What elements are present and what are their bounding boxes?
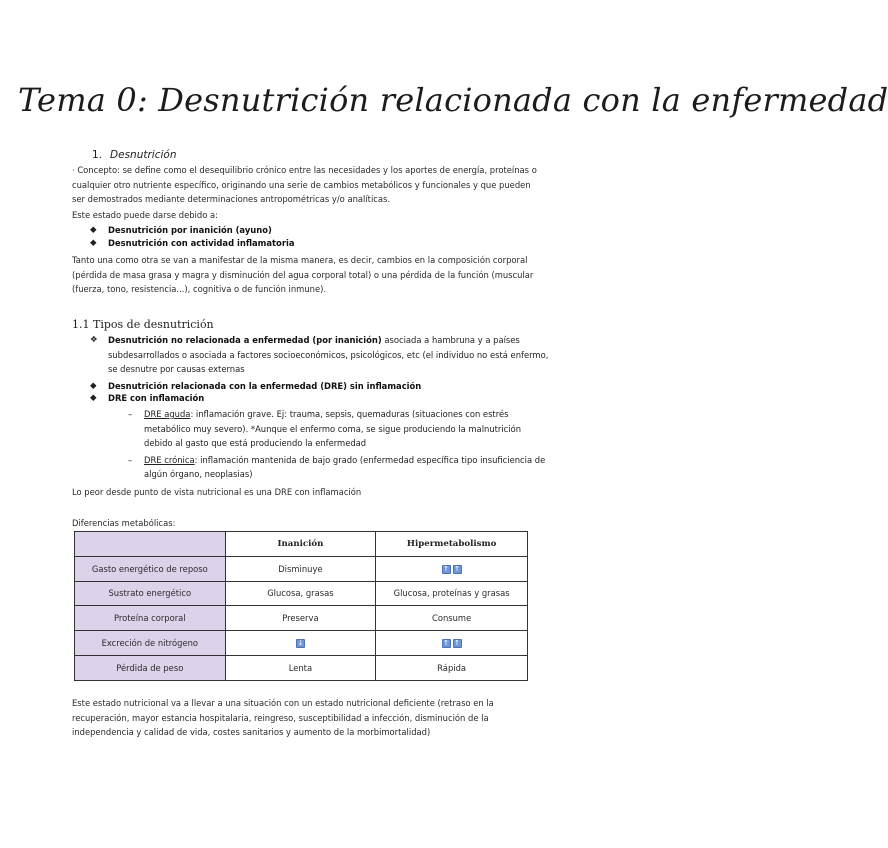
cell-inanicion [225,631,376,656]
diamond-bullet-icon: ◆ [90,237,97,248]
types-list [90,333,550,482]
metabolic-differences-table [74,531,528,681]
table-row [75,655,528,680]
cell-inanicion: Glucosa, grasas [225,581,376,606]
cell-hiper: Glucosa, proteínas y grasas [376,581,528,606]
table-header-row [75,532,528,557]
causes-list [90,224,550,249]
cell-hiper: Rápida [376,655,528,680]
row-label: Sustrato energético [75,581,226,606]
list-item: ◆ Desnutrición con actividad inflamatoria [90,237,295,248]
section-title: Desnutrición [110,149,177,161]
diamond-bullet-icon: ◆ [90,393,97,404]
concept-paragraph: · Concepto: se define como el desequilibrio crónico entre las necesidades y los aportes de energía, proteínas o cualquier otro nutriente específico, originando una serie de cambios metabólicos y funcionales y que pueden ser demostrados mediante determinaciones antropométricas y/o analíticas. [72,165,537,205]
row-label: Pérdida de peso [75,655,226,680]
header-cell-inanicion: Inanición [225,532,376,557]
table-row [75,556,528,581]
manifestation-paragraph: Tanto una como otra se van a manifestar de la misma manera, es decir, cambios en la composición corporal (pérdida de masa grasa y magra y disminución del agua corporal total) o una pérdida de la función (muscular (fuerza, tono, resistencia...), cognitiva o de función inmune). [72,255,534,295]
star-bullet-icon: ❖ [90,335,98,345]
subsection-heading-tipos: 1.1 Tipos de desnutrición [72,318,214,331]
table-row [75,631,528,656]
table-caption: Diferencias metabólicas: [72,518,176,528]
table-row [75,606,528,631]
cell-inanicion: Disminuye [225,556,376,581]
header-cell-empty [75,532,226,557]
sub-item-dre-aguda: – DRE aguda: inflamación grave. Ej: trauma, sepsis, quemaduras (situaciones con estrés metabólico muy severo). *Aunque el enfermo coma, se sigue produciendo la malnutrición debido al gasto que está produciendo la enfermedad [128,408,522,449]
cell-inanicion: Lenta [225,655,376,680]
arrow-up-icon: ↑ [443,564,450,573]
diamond-bullet-icon: ◆ [90,225,97,235]
row-label: Proteína corporal [75,606,226,631]
section-number: 1. [92,149,103,161]
conclusion-paragraph: Este estado nutricional va a llevar a una situación con un estado nutricional deficiente (retraso en la recuperación, mayor estancia hospitalaria, reingreso, susceptibilidad a infección, disminución de la independencia y calidad de vida, costes sanitarios y aumento de la morbimortalidad) [72,698,494,738]
worst-case-paragraph: Lo peor desde punto de vista nutricional es una DRE con inflamación [72,487,362,497]
arrow-down-icon: ↓ [297,639,304,648]
page-title: Tema 0: Desnutrición relacionada con la enfermedad [18,81,888,119]
row-label: Gasto energético de reposo [75,556,226,581]
sub-item-dre-cronica: – DRE crónica: inflamación mantenida de bajo grado (enfermedad específica tipo insuficiencia de algún órgano, neoplasias) [128,454,546,480]
dash-bullet-icon: – [128,454,133,465]
arrow-up-icon: ↑ [454,639,461,648]
arrow-up-icon: ↑ [443,639,450,648]
diamond-bullet-icon: ◆ [90,380,97,391]
estado-paragraph: Este estado puede darse debido a: [72,210,218,220]
list-item: ◆ Desnutrición relacionada con la enfermedad (DRE) sin inflamación [90,380,422,391]
section-heading-desnutricion [92,149,176,161]
table-row [75,581,528,606]
cell-hiper [376,631,528,656]
list-item: ◆ DRE con inflamación [90,393,205,404]
header-cell-hipermetabolismo: Hipermetabolismo [376,532,528,557]
list-item: ◆ Desnutrición por inanición (ayuno) [90,225,272,235]
row-label: Excreción de nitrógeno [75,631,226,656]
dash-bullet-icon: – [128,408,133,419]
cell-inanicion: Preserva [225,606,376,631]
cell-hiper: Consume [376,606,528,631]
arrow-up-icon: ↑ [454,564,461,573]
list-item: ❖ Desnutrición no relacionada a enfermedad (por inanición) asociada a hambruna y a países subdesarrollados o asociada a factores socioeconómicos, psicológicos, etc (el individuo no está enfermo, se desnutre por causas externas [90,335,549,375]
cell-hiper [376,556,528,581]
